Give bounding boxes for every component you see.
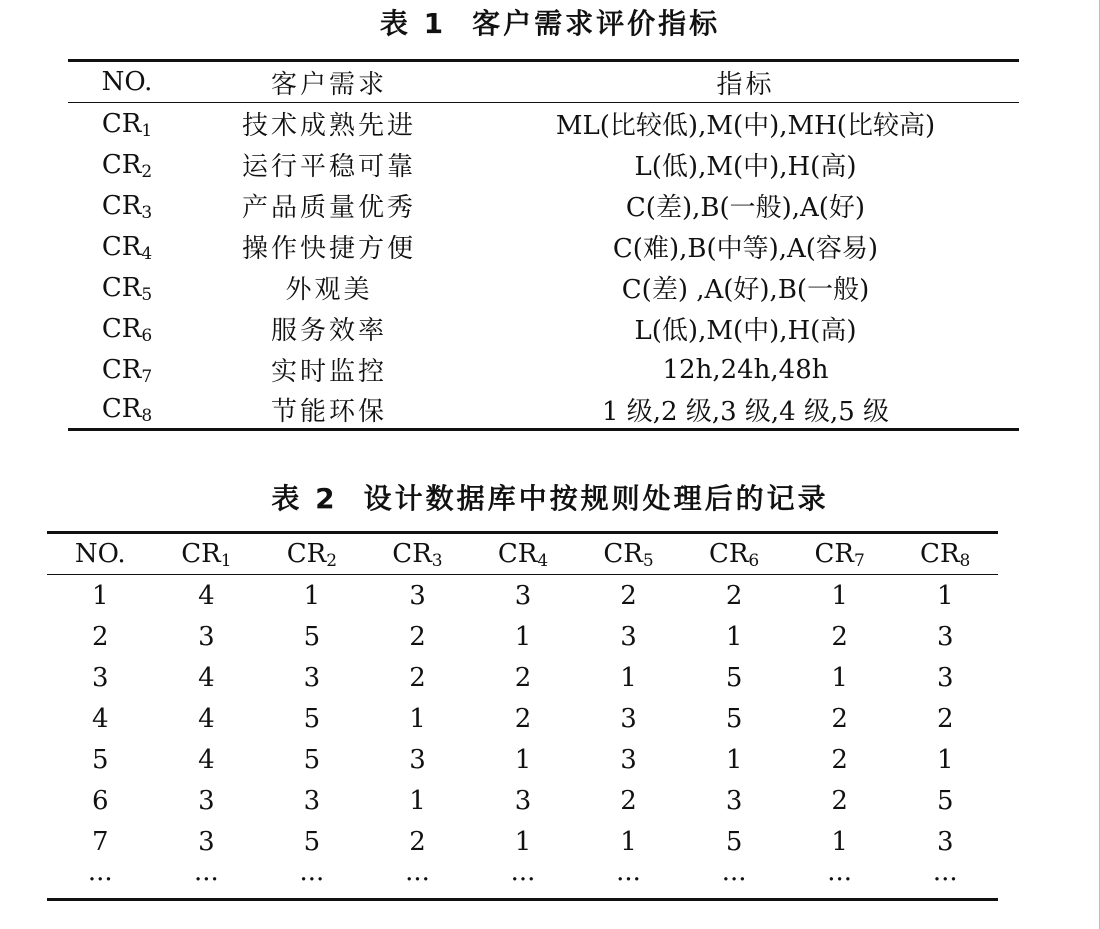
table2-cell-value: 5 xyxy=(303,621,321,652)
table2-ellipsis-cell: ··· xyxy=(87,865,113,895)
table2-cell-value: 2 xyxy=(514,703,532,734)
table1-cell-no: $CR_8$ xyxy=(101,394,153,426)
table1-cell-index: 12h,24h,48h xyxy=(662,354,829,385)
table2-row xyxy=(47,739,998,780)
table2-cell-value: 3 xyxy=(620,744,637,775)
table2-cell-value: 1 xyxy=(725,621,743,652)
table1-row xyxy=(68,144,1019,185)
table2-cell-value: 3 xyxy=(620,703,637,734)
table2-cell-value: 1 xyxy=(620,662,637,693)
table2-cell-value: 3 xyxy=(725,785,743,816)
table2-cell-value: 3 xyxy=(514,785,532,816)
table2-cell-value: 5 xyxy=(725,826,743,857)
table2-cell-value: 1 xyxy=(409,785,426,816)
table2-cell-no: 7 xyxy=(92,826,109,857)
table2-cell-value: 1 xyxy=(514,744,532,775)
table2-row xyxy=(47,698,998,739)
table2-cell-value: 5 xyxy=(303,826,321,857)
table1-row xyxy=(68,103,1019,145)
table2-cell-value: 2 xyxy=(409,826,426,857)
table2-ellipsis-cell: ··· xyxy=(299,865,325,895)
table2-cell-value: 2 xyxy=(936,703,954,734)
design-records-table xyxy=(47,531,998,901)
table1-header-need: 客户需求 xyxy=(186,61,472,103)
table2-cell-value: 1 xyxy=(936,744,954,775)
table1-cell-no: $CR_4$ xyxy=(101,231,153,264)
table1-cell-need: 服务效率 xyxy=(270,316,387,346)
table1-cell-no: $CR_1$ xyxy=(101,108,153,141)
table1-cell-index: C(差),B(一般),A(好) xyxy=(625,193,866,223)
table2-cell-value: 3 xyxy=(936,621,954,652)
table2-cell-no: 6 xyxy=(92,785,109,816)
table2-ellipsis-cell: ··· xyxy=(616,865,641,895)
table1-cell-need: 实时监控 xyxy=(270,357,387,387)
table1-cell-need: 操作快捷方便 xyxy=(241,234,416,264)
table2-cell-value: 5 xyxy=(303,744,321,775)
table2-cell-value: 2 xyxy=(620,785,637,816)
table2-row xyxy=(47,657,998,698)
table2-header-cr: $CR_4$ xyxy=(470,533,576,575)
table2-cell-value: 3 xyxy=(514,580,532,611)
table2-ellipsis-cell: ··· xyxy=(827,865,853,895)
table2-cell-no: 5 xyxy=(92,744,109,775)
table1-row xyxy=(68,308,1019,349)
table1-cell-need: 节能环保 xyxy=(270,396,387,427)
table1-cell-no: $CR_5$ xyxy=(101,272,153,305)
table2-cell-value: 1 xyxy=(514,621,532,652)
table2-cell-value: 2 xyxy=(514,662,532,693)
table2-ellipsis-cell: ··· xyxy=(405,865,430,895)
table2-cell-value: 4 xyxy=(198,662,215,693)
table1-cell-no: $CR_7$ xyxy=(101,354,153,387)
table1-cell-index: C(差) ,A(好),B(一般) xyxy=(621,275,870,305)
table2-row xyxy=(47,616,998,657)
table2-cell-value: 1 xyxy=(936,580,954,611)
table2-cell-value: 1 xyxy=(303,580,321,611)
table1-cell-index: 1 级,2 级,3 级,4 级,5 级 xyxy=(601,396,890,427)
table2-cell-value: 2 xyxy=(409,621,426,652)
table2-cell-value: 1 xyxy=(725,744,743,775)
table1-row xyxy=(68,267,1019,308)
table2-cell-value: 4 xyxy=(198,703,215,734)
table2-cell-value: 1 xyxy=(514,826,532,857)
table2-header-cr: $CR_1$ xyxy=(154,533,260,575)
table2-cell-value: 3 xyxy=(409,744,426,775)
table2-cell-value: 4 xyxy=(198,580,215,611)
table2-cell-no: 2 xyxy=(92,621,109,652)
table1-header-no: NO. xyxy=(68,61,186,103)
table1-cell-index: ML(比较低),M(中),MH(比较高) xyxy=(555,111,936,141)
table2-header-no: NO. xyxy=(47,533,154,575)
table1-row xyxy=(68,226,1019,267)
table2-ellipsis-cell: ··· xyxy=(193,865,219,895)
table2-cell-value: 2 xyxy=(831,785,848,816)
table2-cell-value: 5 xyxy=(936,785,954,816)
table2-cell-value: 3 xyxy=(198,621,215,652)
table2-cell-value: 3 xyxy=(198,826,215,857)
table2-cell-no: 3 xyxy=(92,662,109,693)
table2-ellipsis-cell: ··· xyxy=(932,865,958,895)
table2-row xyxy=(47,821,998,862)
table1-caption xyxy=(0,4,1100,44)
table2-cell-value: 2 xyxy=(831,621,848,652)
table1-cell-no: $CR_3$ xyxy=(101,190,153,223)
table1-row xyxy=(68,349,1019,390)
table2-cell-value: 5 xyxy=(725,662,743,693)
table1-cell-index: C(难),B(中等),A(容易) xyxy=(612,234,879,264)
table1-header-index: 指标 xyxy=(472,61,1019,103)
table2-caption-title: 设计数据库中按规则处理后的记录 xyxy=(363,482,829,515)
table1-row xyxy=(68,390,1019,430)
table2-header-cr: $CR_2$ xyxy=(259,533,365,575)
table2-cell-value: 2 xyxy=(831,703,848,734)
table2-cell-value: 5 xyxy=(725,703,743,734)
table2-header-cr: $CR_3$ xyxy=(365,533,471,575)
table2-cell-no: 1 xyxy=(92,580,109,611)
table2-caption-number: 表 2 xyxy=(271,482,338,515)
table1-row xyxy=(68,185,1019,226)
table2-header-row xyxy=(47,533,998,575)
table2-cell-value: 3 xyxy=(409,580,426,611)
table2-cell-value: 1 xyxy=(409,703,426,734)
table2-caption xyxy=(0,479,1100,519)
table2-cell-value: 3 xyxy=(198,785,215,816)
table1-cell-no: $CR_2$ xyxy=(101,149,153,182)
table2-ellipsis-cell: ··· xyxy=(510,865,536,895)
table2-cell-value: 1 xyxy=(620,826,637,857)
table2-cell-value: 1 xyxy=(831,580,848,611)
table2-cell-value: 1 xyxy=(831,826,848,857)
table2-cell-value: 3 xyxy=(303,785,321,816)
table1-cell-need: 外观美 xyxy=(285,275,373,305)
table2-ellipsis-cell: ··· xyxy=(721,865,747,895)
table2-header-cr: $CR_7$ xyxy=(787,533,893,575)
table2-cell-value: 3 xyxy=(620,621,637,652)
table2-cell-value: 2 xyxy=(831,744,848,775)
table2-cell-value: 2 xyxy=(409,662,426,693)
table2-header-cr: $CR_5$ xyxy=(576,533,682,575)
table2-cell-value: 5 xyxy=(303,703,321,734)
table1-cell-need: 运行平稳可靠 xyxy=(241,152,416,182)
table2-row xyxy=(47,575,998,617)
table1-cell-need: 产品质量优秀 xyxy=(241,193,416,223)
table2-header-cr: $CR_8$ xyxy=(892,533,998,575)
table1-header-row xyxy=(68,61,1019,103)
table2-cell-value: 3 xyxy=(936,662,954,693)
table2-cell-value: 3 xyxy=(936,826,954,857)
table1-cell-index: L(低),M(中),H(高) xyxy=(634,316,857,346)
table2-cell-value: 4 xyxy=(198,744,215,775)
customer-needs-table xyxy=(68,59,1019,431)
table2-row xyxy=(47,780,998,821)
table2-cell-value: 1 xyxy=(831,662,848,693)
table2-cell-value: 2 xyxy=(725,580,743,611)
table1-cell-need: 技术成熟先进 xyxy=(241,111,416,141)
table2-cell-no: 4 xyxy=(92,703,109,734)
table2-cell-value: 3 xyxy=(303,662,321,693)
table1-cell-index: L(低),M(中),H(高) xyxy=(634,152,857,182)
table2-header-cr: $CR_6$ xyxy=(681,533,787,575)
table1-cell-no: $CR_6$ xyxy=(101,313,153,346)
table1-caption-title: 客户需求评价指标 xyxy=(472,7,721,40)
table1-caption-number: 表 1 xyxy=(379,7,447,40)
table2-ellipsis-row xyxy=(47,862,998,900)
table2-cell-value: 2 xyxy=(620,580,637,611)
